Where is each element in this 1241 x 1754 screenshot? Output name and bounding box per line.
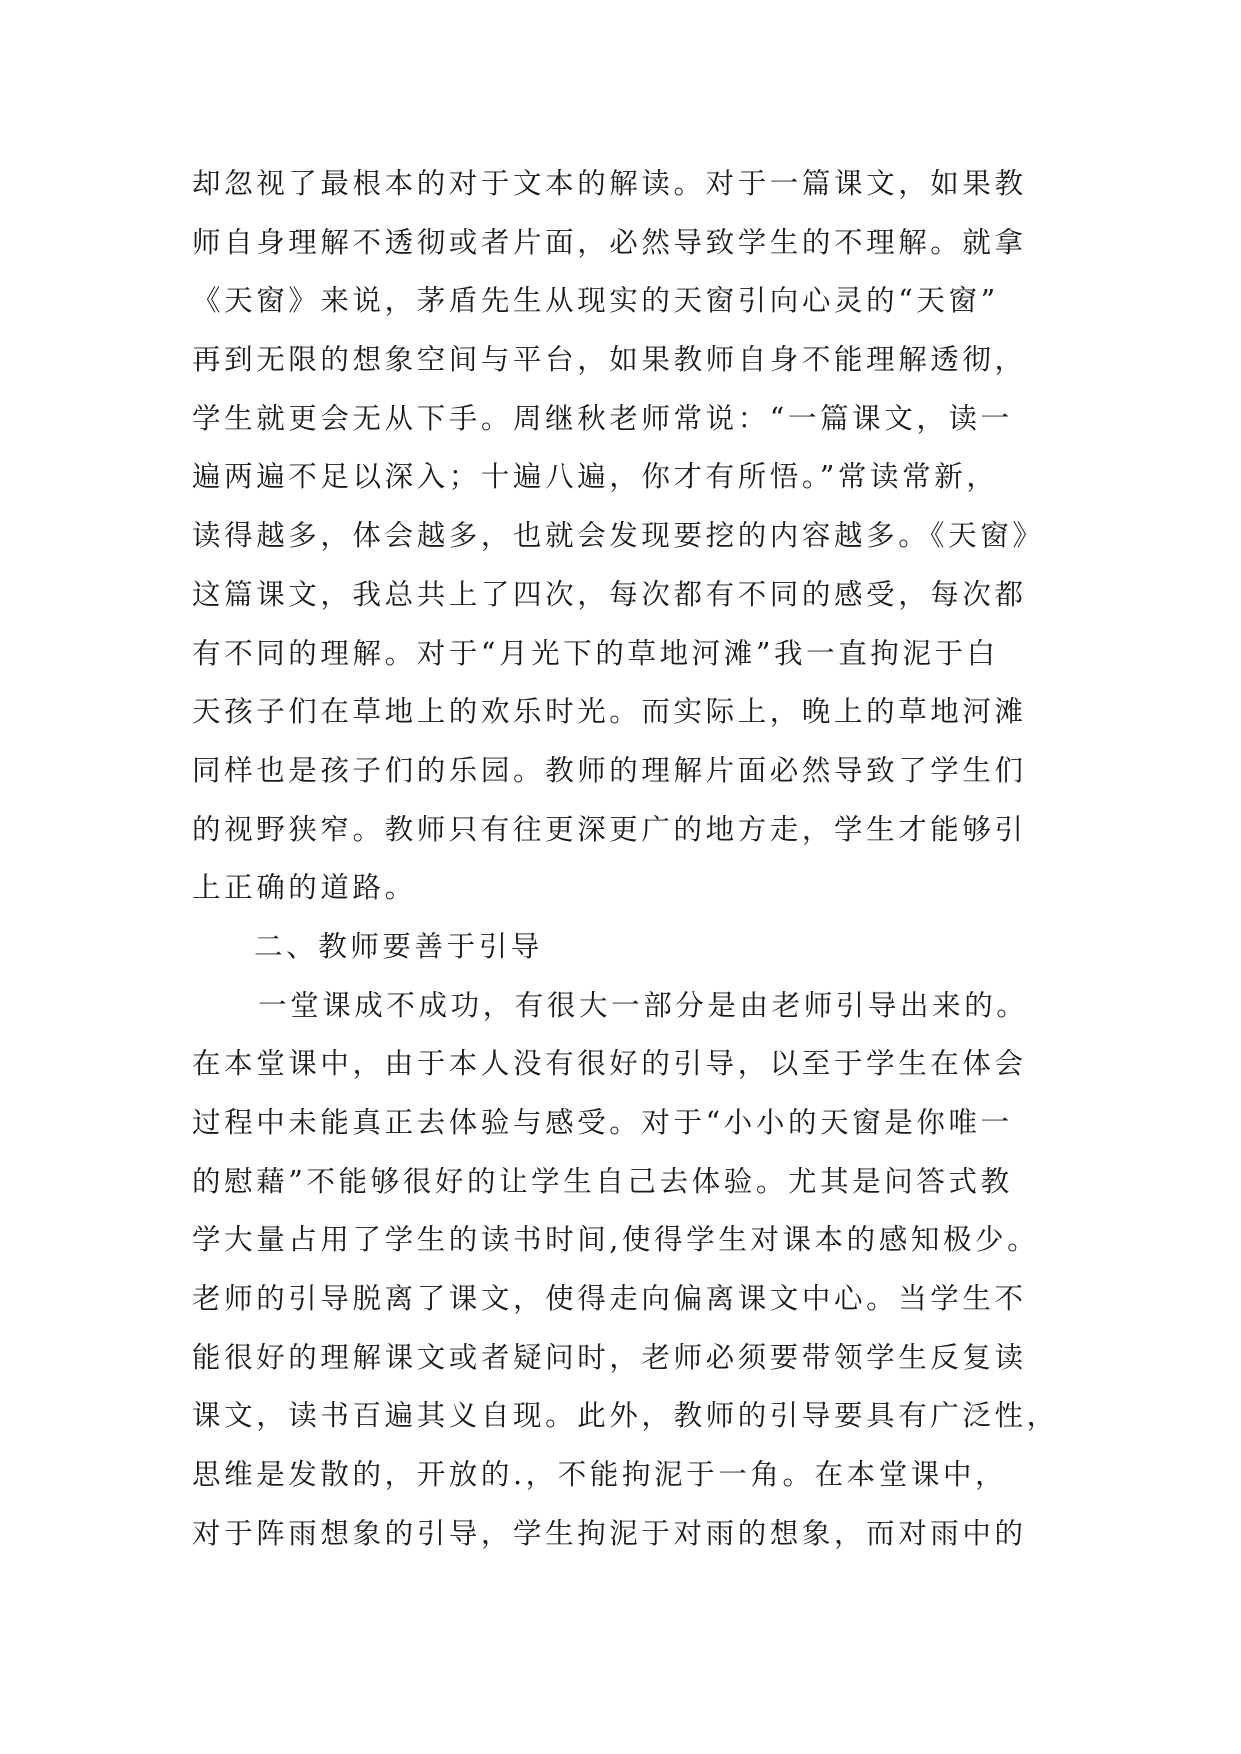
text-line: 却忽视了最根本的对于文本的解读。对于一篇课文，如果教 bbox=[192, 167, 1027, 200]
text-line: 过程中未能真正去体验与感受。对于“小小的天窗是你唯一 bbox=[192, 1106, 1013, 1139]
body-text bbox=[192, 155, 1072, 1564]
text-line: 对于阵雨想象的引导，学生拘泥于对雨的想象，而对雨中的 bbox=[192, 1516, 1027, 1550]
text-line: 的视野狭窄。教师只有往更深更广的地方走，学生才能够引 bbox=[192, 812, 1027, 846]
text-line: 有不同的理解。对于“月光下的草地河滩”我一直拘泥于白 bbox=[192, 636, 999, 670]
text-line: 的慰藉”不能够很好的让学生自己去体验。尤其是问答式教 bbox=[192, 1164, 1013, 1198]
text-line: 思维是发散的，开放的.，不能拘泥于一角。在本堂课中， bbox=[192, 1458, 1008, 1492]
text-line: 遍两遍不足以深入；十遍八遍，你才有所悟。”常读常新， bbox=[192, 460, 999, 494]
text-line: 再到无限的想象空间与平台，如果教师自身不能理解透彻， bbox=[192, 343, 1027, 377]
text-line: 这篇课文，我总共上了四次，每次都有不同的感受，每次都 bbox=[192, 577, 1027, 611]
text-line: 课文，读书百遍其义自现。此外，教师的引导要具有广泛性， bbox=[192, 1399, 1059, 1433]
text-line: 天孩子们在草地上的欢乐时光。而实际上，晚上的草地河滩 bbox=[192, 695, 1027, 729]
text-line: 师自身理解不透彻或者片面，必然导致学生的不理解。就拿 bbox=[192, 225, 1027, 259]
text-line: 读得越多，体会越多，也就会发现要挖的内容越多。《天窗》 bbox=[192, 519, 1045, 553]
text-line: 学大量占用了学生的读书时间,使得学生对课本的感知极少。 bbox=[192, 1223, 1040, 1257]
text-line: 同样也是孩子们的乐园。教师的理解片面必然导致了学生们 bbox=[192, 753, 1027, 787]
text-line: 在本堂课中，由于本人没有很好的引导，以至于学生在体会 bbox=[192, 1047, 1027, 1081]
text-line: 《天窗》来说，茅盾先生从现实的天窗引向心灵的“天窗” bbox=[192, 284, 999, 318]
text-line: 能很好的理解课文或者疑问时，老师必须要带领学生反复读 bbox=[192, 1340, 1027, 1374]
text-line: 学生就更会无从下手。周继秋老师常说：“一篇课文，读一 bbox=[192, 401, 1013, 435]
text-line: 老师的引导脱离了课文，使得走向偏离课文中心。当学生不 bbox=[192, 1282, 1027, 1316]
section-heading: 二、教师要善于引导 bbox=[254, 929, 543, 963]
text-line: 一堂课成不成功，有很大一部分是由老师引导出来的。 bbox=[258, 988, 1029, 1022]
text-line: 上正确的道路。 bbox=[192, 871, 417, 905]
